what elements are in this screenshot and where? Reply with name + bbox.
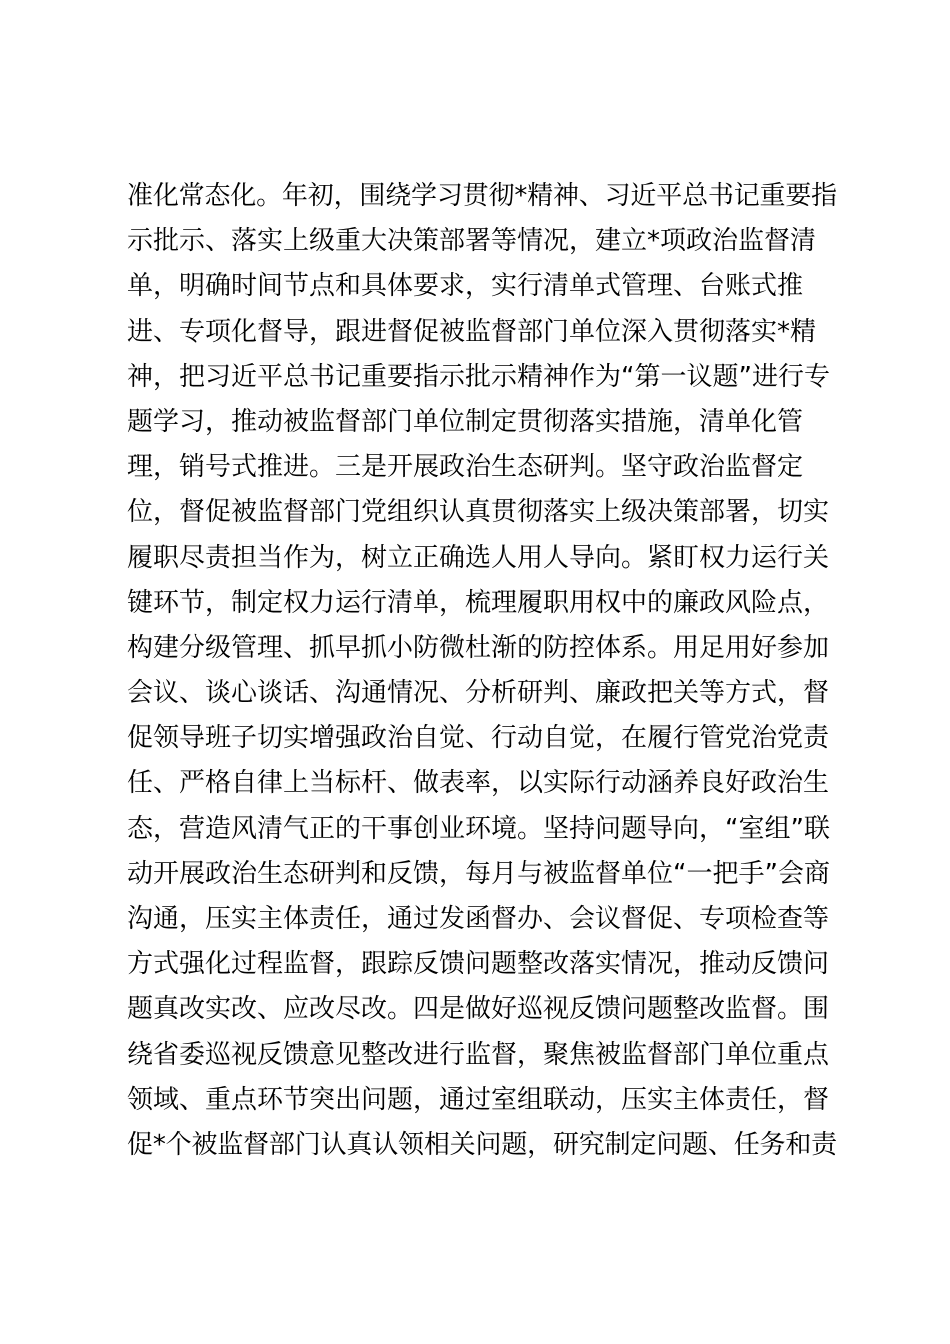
text-line: 履职尽责担当作为，树立正确选人用人导向。紧盯权力运行关 bbox=[127, 542, 830, 573]
text-line: 任、严格自律上当标杆、做表率，以实际行动涵养良好政治生 bbox=[127, 768, 830, 799]
text-line: 动开展政治生态研判和反馈，每月与被监督单位“一把手”会商 bbox=[127, 858, 830, 889]
text-line: 方式强化过程监督，跟踪反馈问题整改落实情况，推动反馈问 bbox=[127, 949, 830, 980]
text-line: 绕省委巡视反馈意见整改进行监督，聚焦被监督部门单位重点 bbox=[127, 1039, 830, 1070]
text-line: 键环节，制定权力运行清单，梳理履职用权中的廉政风险点， bbox=[127, 587, 830, 618]
text-line: 准化常态化。年初，围绕学习贯彻*精神、习近平总书记重要指 bbox=[127, 181, 838, 211]
text-line: 领域、重点环节突出问题，通过室组联动，压实主体责任，督 bbox=[127, 1084, 830, 1115]
text-line: 单，明确时间节点和具体要求，实行清单式管理、台账式推 bbox=[127, 271, 804, 302]
text-line: 促*个被监督部门认真认领相关问题，研究制定问题、任务和责 bbox=[127, 1129, 838, 1160]
text-line: 构建分级管理、抓早抓小防微杜渐的防控体系。用足用好参加 bbox=[127, 632, 830, 663]
text-line: 题学习，推动被监督部门单位制定贯彻落实措施，清单化管 bbox=[127, 406, 804, 437]
body-text bbox=[127, 174, 837, 1168]
text-line: 示批示、落实上级重大决策部署等情况，建立*项政治监督清 bbox=[127, 226, 817, 257]
text-line: 理，销号式推进。三是开展政治生态研判。坚守政治监督定 bbox=[127, 452, 804, 483]
text-line: 促领导班子切实增强政治自觉、行动自觉，在履行管党治党责 bbox=[127, 723, 830, 754]
text-line: 沟通，压实主体责任，通过发函督办、会议督促、专项检查等 bbox=[127, 904, 830, 934]
text-line: 进、专项化督导，跟进督促被监督部门单位深入贯彻落实*精 bbox=[127, 316, 817, 347]
text-line: 题真改实改、应改尽改。四是做好巡视反馈问题整改监督。围 bbox=[127, 994, 830, 1025]
text-line: 会议、谈心谈话、沟通情况、分析研判、廉政把关等方式，督 bbox=[127, 678, 830, 709]
text-line: 位，督促被监督部门党组织认真贯彻落实上级决策部署，切实 bbox=[127, 497, 830, 528]
text-line: 态，营造风清气正的干事创业环境。坚持问题导向，“室组”联 bbox=[127, 813, 830, 844]
text-line: 神，把习近平总书记重要指示批示精神作为“第一议题”进行专 bbox=[127, 361, 830, 392]
